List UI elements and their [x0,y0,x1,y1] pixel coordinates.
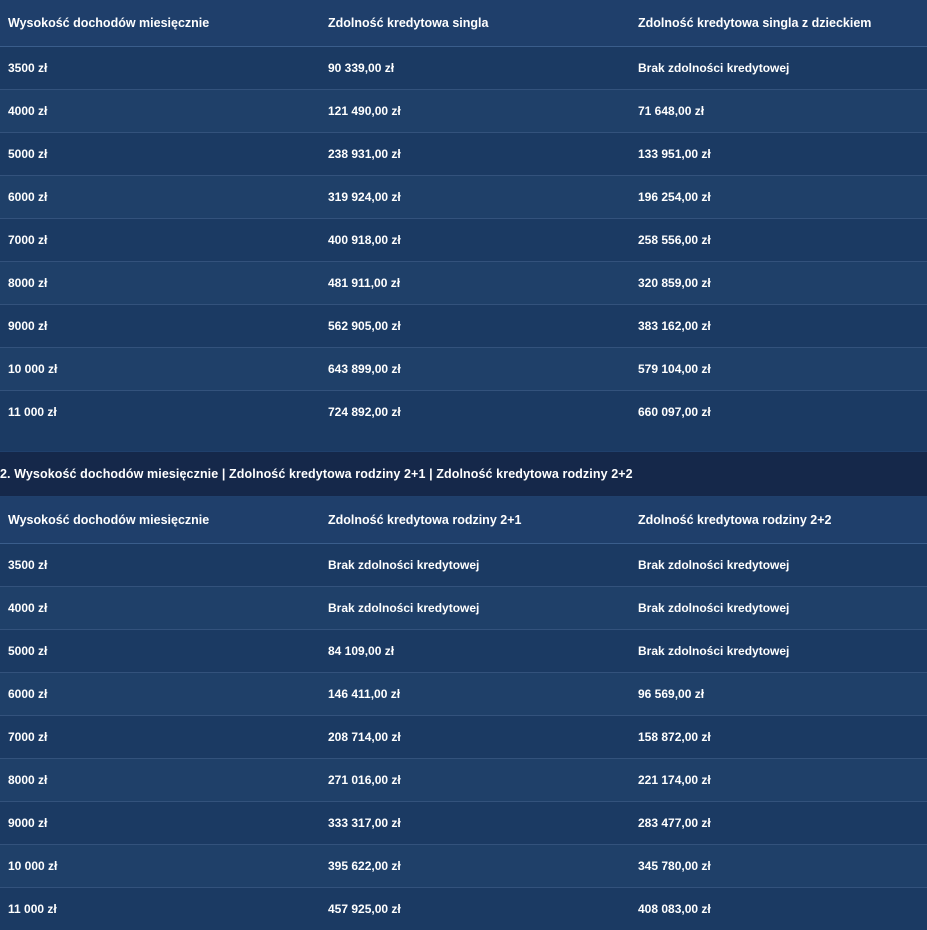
table-row [0,630,927,673]
cell-income: 3500 zł [0,47,320,90]
cell-income: 4000 zł [0,90,320,133]
cell-income: 10 000 zł [0,348,320,391]
cell-single: 562 905,00 zł [320,305,630,348]
cell-income: 11 000 zł [0,391,320,434]
column-header-family-2plus1: Zdolność kredytowa rodziny 2+1 [320,497,630,544]
cell-family-2plus1: 271 016,00 zł [320,759,630,802]
cell-single-with-child: 320 859,00 zł [630,262,927,305]
cell-single-with-child: 383 162,00 zł [630,305,927,348]
table-row [0,759,927,802]
table-header-row [0,497,927,544]
cell-income: 7000 zł [0,219,320,262]
table-row [0,219,927,262]
cell-family-2plus2: Brak zdolności kredytowej [630,630,927,673]
cell-single: 724 892,00 zł [320,391,630,434]
table-row [0,90,927,133]
cell-family-2plus2: 221 174,00 zł [630,759,927,802]
table-row [0,391,927,434]
cell-family-2plus1: Brak zdolności kredytowej [320,544,630,587]
cell-single: 90 339,00 zł [320,47,630,90]
cell-family-2plus2: 96 569,00 zł [630,673,927,716]
cell-income: 7000 zł [0,716,320,759]
cell-single: 121 490,00 zł [320,90,630,133]
cell-single: 238 931,00 zł [320,133,630,176]
table-row [0,673,927,716]
cell-family-2plus1: 84 109,00 zł [320,630,630,673]
credit-capacity-table-two [0,497,927,930]
cell-single-with-child: 579 104,00 zł [630,348,927,391]
table-row [0,348,927,391]
table-row [0,802,927,845]
cell-income: 9000 zł [0,305,320,348]
column-header-family-2plus2: Zdolność kredytowa rodziny 2+2 [630,497,927,544]
cell-family-2plus1: 208 714,00 zł [320,716,630,759]
table-row [0,845,927,888]
cell-single-with-child: 196 254,00 zł [630,176,927,219]
cell-income: 10 000 zł [0,845,320,888]
cell-family-2plus1: Brak zdolności kredytowej [320,587,630,630]
cell-single-with-child: 660 097,00 zł [630,391,927,434]
column-header-single: Zdolność kredytowa singla [320,0,630,47]
table-row [0,133,927,176]
cell-family-2plus1: 395 622,00 zł [320,845,630,888]
credit-capacity-table-one [0,0,927,433]
column-header-income: Wysokość dochodów miesięcznie [0,497,320,544]
table-two-header [0,497,927,544]
cell-family-2plus1: 333 317,00 zł [320,802,630,845]
table-row [0,262,927,305]
cell-family-2plus2: Brak zdolności kredytowej [630,544,927,587]
cell-income: 5000 zł [0,133,320,176]
cell-income: 6000 zł [0,176,320,219]
cell-income: 8000 zł [0,759,320,802]
cell-single-with-child: 133 951,00 zł [630,133,927,176]
cell-single: 643 899,00 zł [320,348,630,391]
table-row [0,176,927,219]
table-two-body [0,544,927,930]
section-spacer [0,433,927,451]
column-header-income: Wysokość dochodów miesięcznie [0,0,320,47]
cell-income: 11 000 zł [0,888,320,930]
section-title-two: 2. Wysokość dochodów miesięcznie | Zdolność kredytowa rodziny 2+1 | Zdolność kredytowa rodziny 2+2 [0,451,927,497]
cell-family-2plus1: 146 411,00 zł [320,673,630,716]
table-row [0,587,927,630]
cell-single: 481 911,00 zł [320,262,630,305]
cell-single: 319 924,00 zł [320,176,630,219]
cell-family-2plus2: 408 083,00 zł [630,888,927,930]
cell-single-with-child: Brak zdolności kredytowej [630,47,927,90]
table-header-row [0,0,927,47]
column-header-single-with-child: Zdolność kredytowa singla z dzieckiem [630,0,927,47]
table-row [0,544,927,587]
cell-family-2plus2: 158 872,00 zł [630,716,927,759]
cell-income: 6000 zł [0,673,320,716]
cell-family-2plus1: 457 925,00 zł [320,888,630,930]
cell-family-2plus2: 283 477,00 zł [630,802,927,845]
table-row [0,305,927,348]
cell-income: 5000 zł [0,630,320,673]
table-row [0,716,927,759]
table-one-header [0,0,927,47]
table-one-body [0,47,927,434]
table-row [0,888,927,930]
cell-single-with-child: 258 556,00 zł [630,219,927,262]
cell-single: 400 918,00 zł [320,219,630,262]
cell-income: 8000 zł [0,262,320,305]
cell-single-with-child: 71 648,00 zł [630,90,927,133]
table-row [0,47,927,90]
cell-family-2plus2: Brak zdolności kredytowej [630,587,927,630]
cell-income: 4000 zł [0,587,320,630]
cell-income: 3500 zł [0,544,320,587]
cell-family-2plus2: 345 780,00 zł [630,845,927,888]
cell-income: 9000 zł [0,802,320,845]
